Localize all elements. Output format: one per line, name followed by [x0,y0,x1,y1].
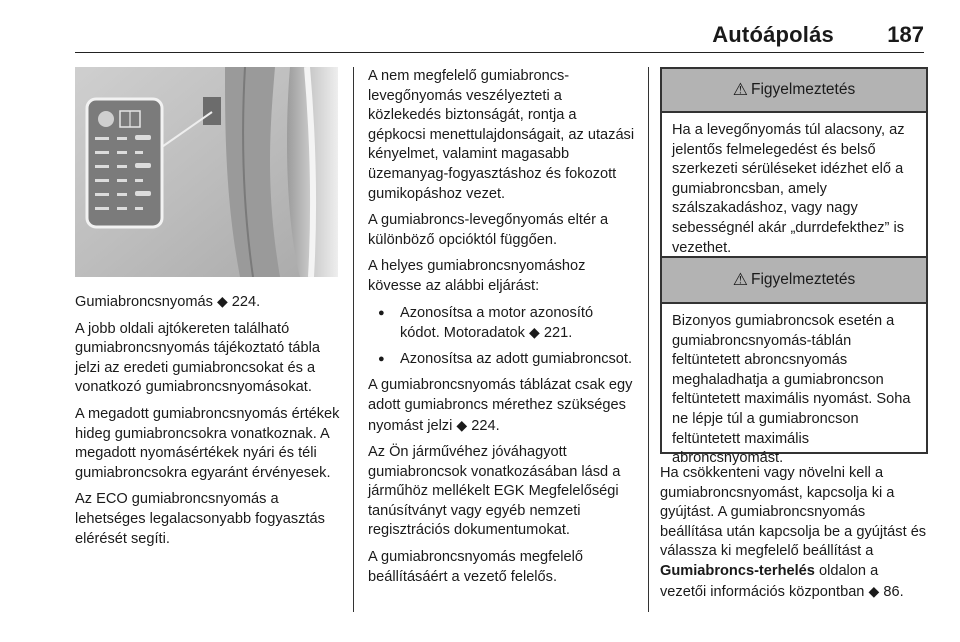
list-item: ● Azonosítsa az adott gumiabroncsot. [368,350,636,370]
warning-triangle-icon: ⚠ [732,80,748,99]
middle-column [368,67,636,594]
list-item: ● Azonosítsa a motor azonosító kódot. Motoradatok ◆ 221. [368,304,636,344]
reference-arrow-icon: ◆ [216,293,228,309]
column-divider [648,67,649,612]
right-column [660,464,928,609]
reference-arrow-icon: ◆ [456,416,468,433]
paragraph: A helyes gumiabroncsnyomáshoz kövesse az alábbi eljárást: [368,258,586,294]
paragraph: A nem megfelelő gumiabroncs-levegőnyomás veszélyezteti a közlekedés biztonságát, rontja a gépkocsi menettulajdonságait, az utazási kényelmet, valamint magasabb üzemanyag-fogyasztáshoz és fokozott gumikopáshoz vezet. [368,68,635,202]
door-frame-illustration [75,67,338,277]
paragraph: A megadott gumiabroncsnyomás értékek hideg gumiabroncsokra vonatkoznak. A megadott nyomásértékek nyári és téli gumiabroncsokra egyaránt érvényesek. [75,405,340,481]
tyre-pressure-label-figure [75,67,338,277]
paragraph: A gumiabroncsnyomás táblázat csak egy adott gumiabroncs mérethez szükséges nyomást jelzi ◆ 224. [368,377,633,434]
reference-arrow-icon: ◆ [529,324,540,341]
reference-arrow-icon: ◆ [868,582,880,599]
procedure-list [368,304,636,370]
figure-caption: Gumiabroncsnyomás ◆ 224. [75,293,261,310]
paragraph: A gumiabroncs-levegőnyomás eltér a különböző opcióktól függően. [368,212,609,248]
warning-box [660,256,928,467]
section-title: Autóápolás [712,22,834,47]
column-divider [353,67,354,612]
paragraph: Az Ön járművéhez jóváhagyott gumiabroncsok vonatkozásában lásd a járműhöz mellékelt EGK Megfelelőségi tanúsítványt vagy egyéb nemzeti regisztrációs dokumentumokat. [368,444,621,539]
paragraph: Az ECO gumiabroncsnyomás a lehetséges legalacsonyabb fogyasztás elérését segíti. [75,491,325,547]
warning-text: Ha a levegőnyomás túl alacsony, az jelentős felmelegedést és belső szerkezeti sérüléseket idézhet elő a gumiabroncsban, amely szálszakadáshoz, vagy nagy sebességnél akár „durrdefekthez” is vezethet. [672,122,905,256]
warning-box [660,67,928,276]
door-sticker [203,97,221,125]
warning-triangle-icon: ⚠ [732,270,748,289]
page-number: 187 [887,22,924,47]
paragraph: A jobb oldali ajtókereten található gumiabroncsnyomás tájékoztató tábla jelzi az eredeti gumiabroncsokat és a vonatkozó gumiabroncsnyomásokat. [75,320,320,396]
paragraph: A gumiabroncsnyomás megfelelő beállításáért a vezető felelős. [368,549,583,585]
paragraph: Ha csökkenteni vagy növelni kell a gumiabroncsnyomást, kapcsolja ki a gyújtást. A gumiabroncsnyomás beállítása után kapcsolja be a gyújtást és válassza ki megfelelő beállítást a Gumiabroncs-terhelés oldalon a vezetői információs központban ◆ 86. [660,465,927,600]
header-rule [75,52,924,53]
menu-name: Gumiabroncs-terhelés [660,562,815,579]
left-column [75,292,343,556]
warning-header: ⚠ Figyelmeztetés [662,69,926,113]
warning-header: ⚠ Figyelmeztetés [662,258,926,304]
warning-text: Bizonyos gumiabroncsok esetén a gumiabroncsnyomás-táblán feltüntetett abroncsnyomás meghaladhatja a gumiabroncson feltüntetett maximális nyomást. Soha ne lépje túl a gumiabroncson feltüntetett maximális abroncsnyomást. [672,313,911,467]
